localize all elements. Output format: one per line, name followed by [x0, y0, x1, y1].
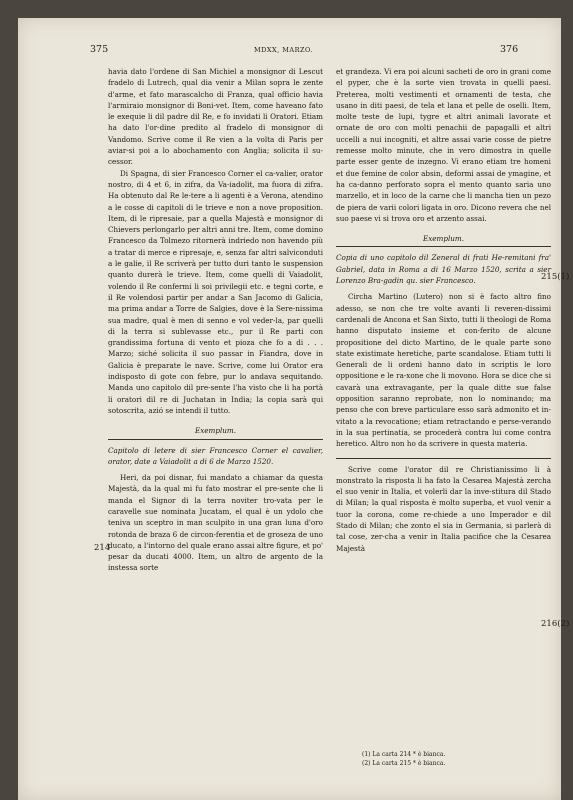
- footnote: (2) La carta 215 * è bianca.: [362, 760, 446, 767]
- page-number-right: 376: [500, 44, 519, 55]
- footnotes: [362, 750, 445, 768]
- document-title: Capitolo di letere di sier Francesco Corner el cavalier, orator, date a Vaiadolit a di 6 de Marzo 1520.: [108, 445, 323, 466]
- paragraph: havia dato l'ordene di San Michiel a monsignor di Lescut fradelo di Lutrech, qual dia venir a Milan sopra le zente d'arme, et fato marascalcho di Franza, qual officio havia l'armiraio monsignor di Boni-vet. Item, come haveano fato le exequie li dil padre dil Re, e fo invidati li Oratori. Etiam ha dato l'or-dine predito al fradelo di monsignor di Vandomo. Scrive come il Re vien a la volta di Paris per aviar-si poi a lo abochamento con Anglia; solicita il su-cessor.: [108, 67, 323, 167]
- running-header: MDXX, MARZO.: [254, 46, 314, 54]
- footnote: (1) La carta 214 * è bianca.: [362, 751, 446, 758]
- book-page: [18, 18, 570, 800]
- section-heading: Exemplum.: [195, 426, 236, 436]
- paragraph: Di Spagna, di sier Francesco Corner el ca-valier, orator nostro, di 4 et 6, in zifra, da Va-iadolit, ma fuora di zifra. Ha obtenuto dal Re le-tere a li agenti è a Verona, atendino a le cosse di capitoli di le trieve e non a nove proposition. Item, di le ripresaie, par a quella Majestà e monsignor di Chievers perlongarlo per altri anni tre. Item, come domino Francesco da Tolmezo ritornerà indriedo non havendo più a tratar di merce e ripresaje, e, senza far altri salviconduti a le galie, il Re scriverà per tutto duri tanto le suspension quanto durerà le trieve. Item, come quelli di Vaiadolit, volendo il Re confermi li soi privilegii etc. e tegni corte, e il Re volendosi partir per andar a San Jacomo di Galicia, ma prima andar a Torre de Salgies, dove è la Sere-nissima sua madre, qual è men di senno e vol veder-la, par quelli di la terra si sublevasse etc., pur il Re parti con grandissima fortuna di vento et pioza che fo a di . . . Marzo; siché solicita il suo passar in Fiandra, dove in Galicia è preparate le nave. Scrive, come lui Orator era indisposto di gote con febre, pur lo andava sequitando. Manda uno capitolo dil pre-sente l'ha visto che li ha portà li oratori dil re di Juchatan in India; la copia sarà qui sotoscrita, azió se intendi il tutto.: [108, 168, 323, 415]
- paragraph: et grandeza. Vi era poi alcuni sacheti de oro in grani come el pyper, che è la sorte vien trovata in quelli paesi. Preterea, molti vestimenti et ornamenti de testa, che usano in diti paesi, de tela et lana et pelle de oselli. Item, molte teste de lupi, tygre et altri animali lavorate et ornate de oro con molti penachii de papagalli et altri uccelli a nui incogniti, et altre assai varie cosse de pietre remesse molto minute, che in vero dimostra in quelle parte esser gente de inzegno. Vi erano etiam tre homeni et due femine de color absin, deformi assai de ymagine, et ha ca-danno perforato sopra el mento quanto saria uno marzello, et in loco de la carne che li mancha tien un pezo de piera de varii colori ligata in oro. Dicono revera che nel suo paese vi si trova oro et arzento assai.: [336, 67, 551, 223]
- section-rule: [108, 439, 323, 440]
- document-title: Copia di uno capitolo dil Zeneral di frati He-remitani fra' Gabriel, data in Roma a di 16 Marzo 1520, scrita a sier Lorenzo Bra-gadin qu. sier Francesco.: [336, 253, 551, 286]
- section-rule: [336, 246, 551, 247]
- right-column: [336, 66, 551, 554]
- section-heading: Exemplum.: [423, 234, 464, 244]
- paragraph: Circha Martino (Lutero) non si è facto altro fino adesso, se non che tre volte avanti li reveren-dissimi cardenali de Ancona et San Sixto, tutti li theologi de Roma hanno disputato insieme et con-ferito de alcune propositione del dicto Martino, de le quale parte sono state existimate heretiche, parte scandalose. Etiam tutti li Generali de li ordeni hanno dato in scriptis le loro oppositione e le ra-xone che li movono. Hora se dice che si cavarà una extravagante, per la quale ditte sue false opposition saranno reprobate, non lo nominando; ma penso che con breve particulare esso sarà admonito et in-vitato a la revocatione; etiam retractando e perse-verando in la sua pertinatia, se procederà contra lui come contra heretico. Altro non ho da scrivere in questa materia.: [336, 292, 551, 449]
- margin-number: 215(1): [541, 272, 570, 282]
- paragraph: Heri, da poi disnar, fui mandato a chiamar da questa Majestà, da la qual mi fu fato mostrar el pre-sente che li manda el Signor di la terra noviter tro-vata per le caravelle sue nominata Jucatam, el qual è un ydolo che teniva un sceptro in man sculpito in una gran luna d'oro rotonda de braza 6 de circon-ferentia et de groseza de uno ducato, a l'intorno del quale erano assai altre figure, et po' pesar da ducati 4000. Item, un altro de argento de la instessa sorte: [108, 473, 323, 573]
- section-rule: [336, 458, 551, 459]
- left-column: [108, 66, 323, 574]
- page-number-left: 375: [90, 44, 109, 55]
- margin-number: 216(2): [541, 619, 570, 629]
- paragraph: Scrive come l'orator dil re Christianissimo li à monstrato la risposta li ha fato la Cesarea Majestà zercha el suo venir in Italia, et volerli dar la inve-stitura dil Stado di Milan; la qual risposta è molto superba, et vuol venir a tuor la corona, come re-chiede a uno Imperador e dil Stado di Milan; che zonto el sia in Germania, si parlerà di tal cose, zer-cha a venir in Italia pacifice che la Cesarea Majestà: [336, 464, 551, 553]
- margin-number: 214: [94, 543, 111, 553]
